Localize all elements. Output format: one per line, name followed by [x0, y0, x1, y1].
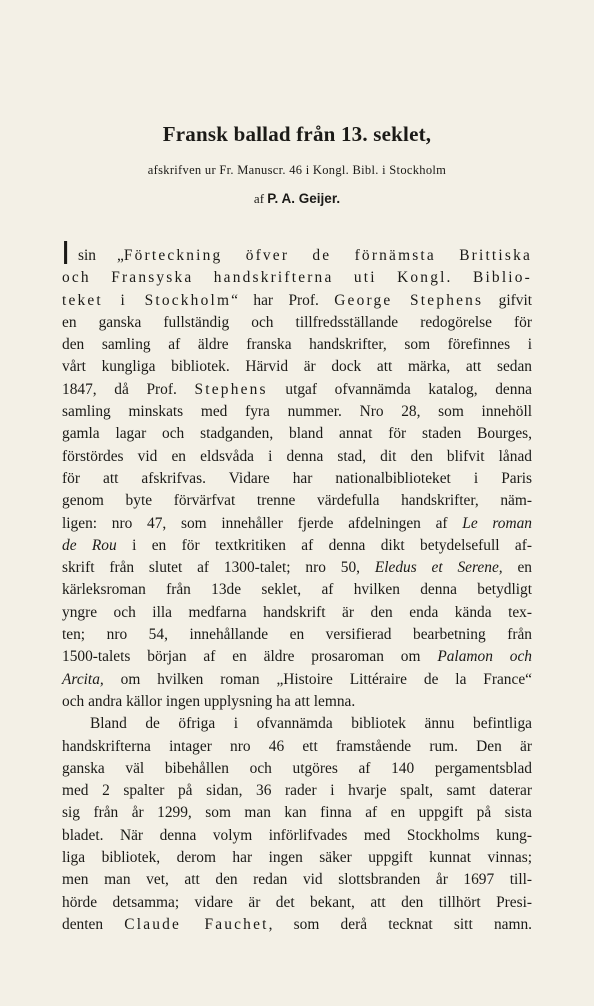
spaced-name: George Stephens — [334, 291, 484, 309]
text-line — [62, 691, 532, 713]
text-line — [62, 869, 532, 891]
text-run: gifvit — [483, 291, 532, 309]
text-line — [62, 892, 532, 914]
italic-title: Eledus et Serene, — [374, 559, 503, 577]
text-line — [62, 825, 532, 847]
body-text — [61, 234, 532, 936]
text-run: ten; nro 54, innehållande en versifierad bearbetning från — [62, 626, 532, 644]
text-run: liga bibliotek, derom har ingen säker uppgift kunnat vinnas; — [62, 849, 532, 867]
text-line — [62, 334, 532, 356]
text-run: denten — [62, 915, 125, 933]
spaced-name: Förteckning öfver de förnämsta Brittiska — [123, 247, 532, 264]
author-line — [0, 190, 594, 208]
text-line — [62, 802, 532, 824]
source-note: afskrifven ur Fr. Manuscr. 46 i Kongl. Bibl. i Stockholm — [147, 163, 447, 177]
text-run: och andra källor ingen upplysning ha att lemna. — [62, 692, 356, 710]
italic-title: Le roman — [462, 514, 532, 532]
italic-title: de Rou — [62, 536, 117, 554]
text-run: hörde detsamma; vidare är det bekant, att den tillhört Presi- — [62, 893, 532, 911]
text-line — [62, 758, 532, 780]
text-run: om hvilken roman „Histoire Littéraire de la France“ — [103, 670, 532, 688]
text-run: 1500-talets början af en äldre prosaroman om — [62, 648, 438, 666]
text-run: kärleksroman från 13de seklet, af hvilken denna betydligt — [62, 581, 532, 599]
text-line — [62, 579, 532, 601]
text-line — [62, 669, 532, 691]
italic-title: Arcita, — [62, 670, 104, 688]
text-run: sig från år 1299, som man kan finna af en uppgift på sista — [62, 804, 532, 822]
text-line — [62, 602, 532, 624]
text-run: för att afskrifvas. Vidare har nationalbiblioteket i Paris — [62, 469, 532, 487]
text-line — [62, 468, 532, 490]
text-run: samling minskats med fyra nummer. Nro 28, som innehöll — [62, 403, 532, 421]
text-run: förstördes vid en eldsvåda i denna stad, dit den blifvit lånad — [62, 447, 532, 465]
text-line — [62, 379, 532, 401]
drop-cap: I — [61, 234, 71, 271]
text-run: genom byte förvärfvat trenne värdefulla handskrifter, näm- — [62, 492, 532, 510]
spaced-name: Stephens — [194, 380, 268, 398]
text-line — [62, 513, 532, 535]
text-line — [62, 624, 532, 646]
text-run: men man vet, att den redan vid slottsbranden år 1697 till- — [62, 871, 532, 889]
author-name: P. A. Geijer. — [267, 191, 341, 206]
text-line — [62, 312, 532, 334]
text-run: utgaf ofvannämda katalog, denna — [267, 380, 532, 398]
text-run: en — [502, 559, 532, 577]
text-line — [62, 557, 532, 579]
text-line — [62, 356, 532, 378]
text-line — [62, 736, 532, 758]
text-run: vårt kungliga bibliotek. Härvid är dock att märka, att sedan — [62, 358, 532, 376]
text-run: gamla lagar och stadganden, bland annat för staden Bourges, — [62, 425, 532, 443]
text-line — [62, 780, 532, 802]
text-line — [62, 535, 532, 557]
text-line — [62, 914, 532, 936]
text-run: sin „ — [78, 247, 124, 264]
text-line — [62, 401, 532, 423]
author-prefix: af — [253, 191, 265, 206]
text-line — [62, 646, 532, 668]
text-run: i en för textkritiken af denna dikt betydelsefull af- — [116, 536, 532, 554]
text-run: yngre och illa medfarna handskrift är den enda kända tex- — [62, 603, 532, 621]
page-title: Fransk ballad från 13. seklet, — [162, 122, 432, 146]
text-line — [61, 234, 532, 271]
text-run: ganska väl bibehållen och utgöres af 140 pergamentsblad — [62, 759, 532, 777]
spaced-name: och Fransyska handskrifterna uti Kongl. Biblio- — [62, 269, 532, 287]
text-line — [62, 423, 532, 445]
text-run: med 2 spalter på sidan, 36 rader i hvarje spalt, samt daterar — [62, 782, 532, 800]
text-run: en ganska fullständig och tillfredsställande redogörelse för — [62, 313, 532, 331]
spaced-name: Claude Fauchet — [124, 915, 269, 933]
spaced-name: teket i Stockholm — [62, 291, 232, 309]
text-run: “ har Prof. — [231, 291, 335, 309]
text-run: bladet. När denna volym införlifvades med Stockholms kung- — [62, 826, 532, 844]
text-line — [62, 490, 532, 512]
text-run: skrift från slutet af 1300-talet; nro 50, — [62, 559, 375, 577]
text-line — [62, 847, 532, 869]
text-run: Bland de öfriga i ofvannämda bibliotek ännu befintliga — [90, 715, 532, 733]
text-run: handskrifterna intager nro 46 ett framstående rum. Den är — [62, 737, 532, 755]
text-run: den samling af äldre franska handskrifter, som förefinnes i — [62, 336, 532, 354]
text-line — [62, 446, 532, 468]
italic-title: Palamon och — [437, 648, 532, 666]
text-line — [62, 290, 532, 312]
text-run: ligen: nro 47, som innehåller fjerde afdelningen af — [62, 514, 463, 532]
text-line — [62, 267, 532, 289]
text-line — [62, 713, 532, 735]
text-run: 1847, då Prof. — [62, 380, 195, 398]
text-run: , som derå tecknat sitt namn. — [268, 915, 532, 933]
